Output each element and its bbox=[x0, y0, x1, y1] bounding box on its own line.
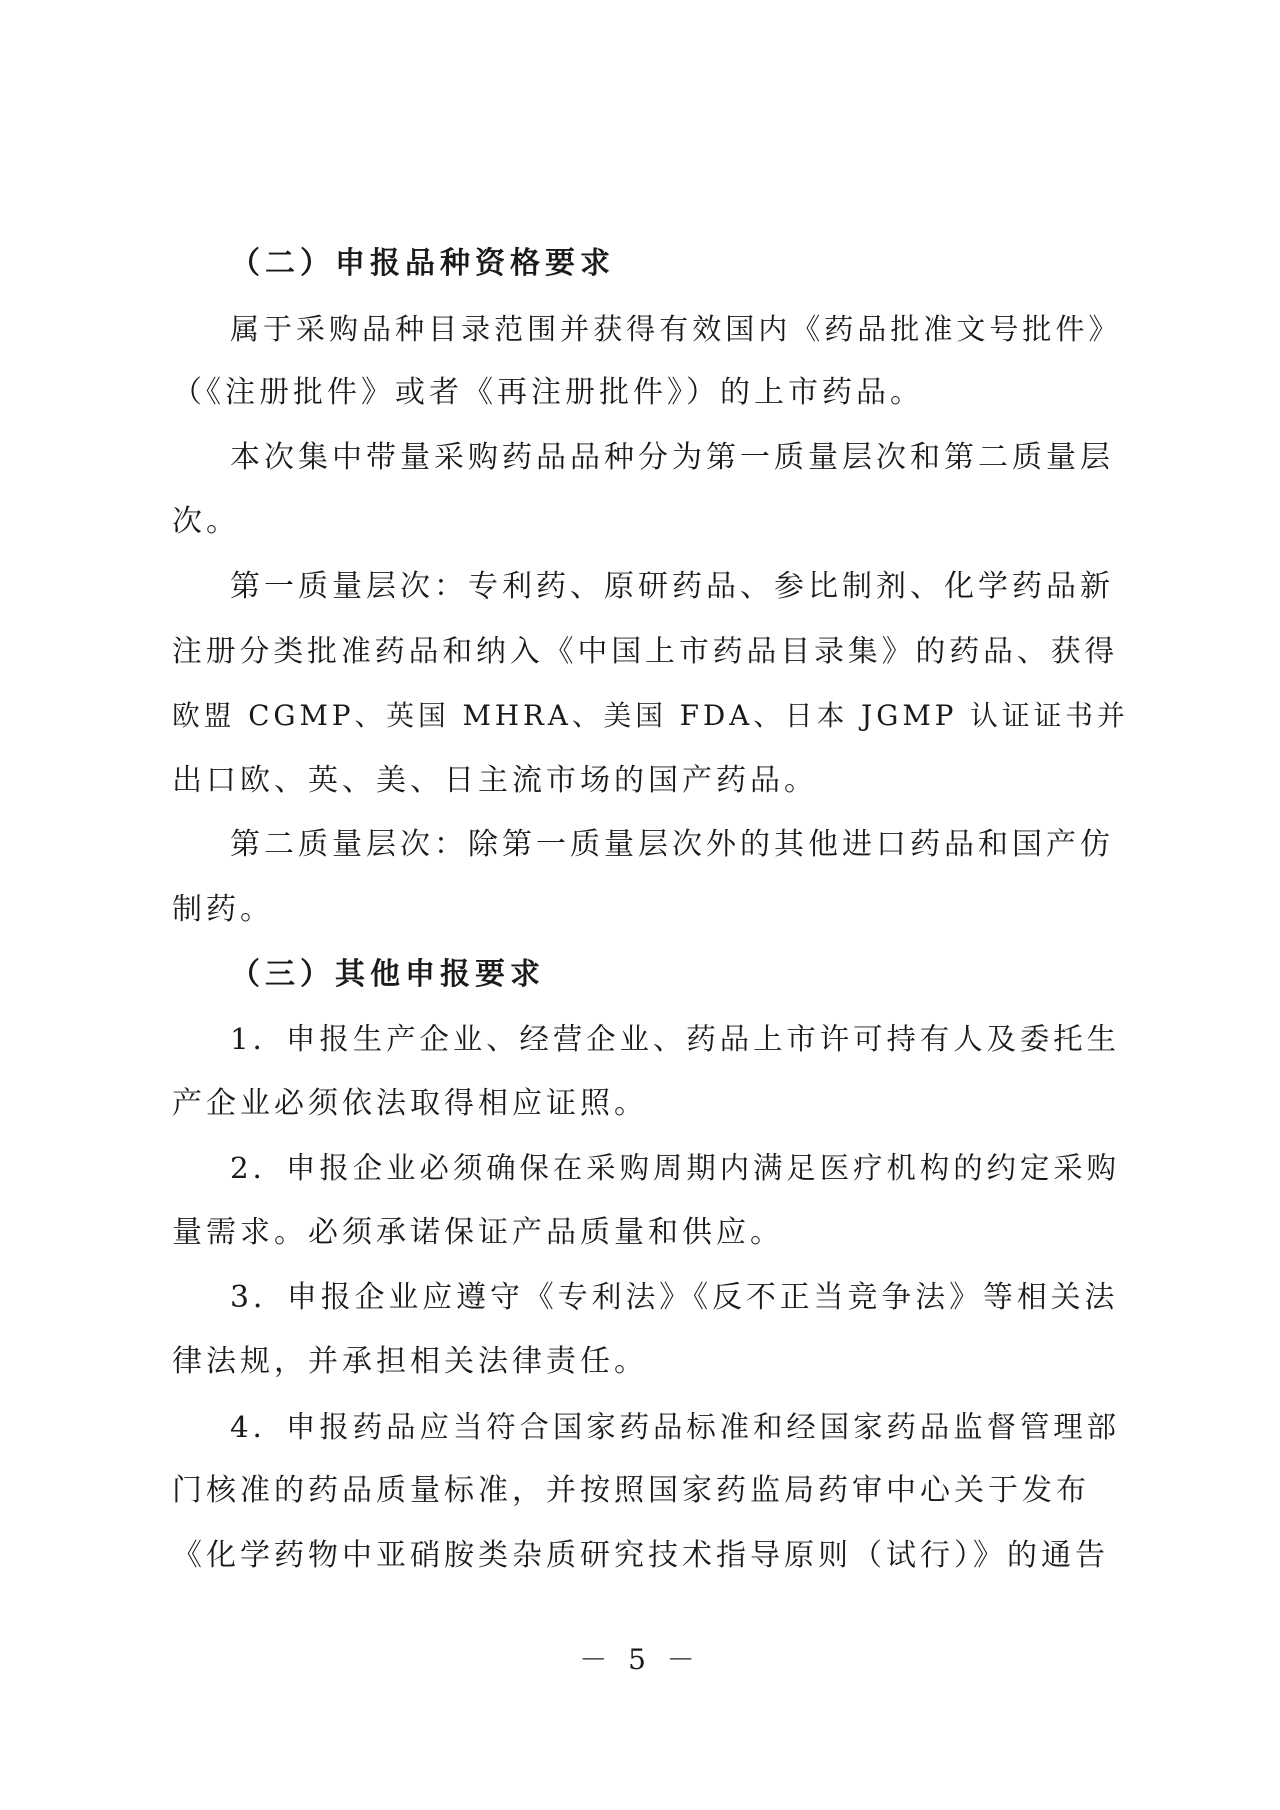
text-line: 制药。 bbox=[172, 891, 274, 927]
text-line: 第二质量层次：除第一质量层次外的其他进口药品和国产仿 bbox=[230, 827, 1114, 863]
text-line: 属于采购品种目录范围并获得有效国内《药品批准文号批件》 bbox=[230, 311, 1122, 346]
text-line: 律法规，并承担相关法律责任。 bbox=[172, 1344, 648, 1380]
text-line: 产企业必须依法取得相应证照。 bbox=[172, 1085, 648, 1121]
text-line: 门核准的药品质量标准，并按照国家药监局药审中心关于发布 bbox=[172, 1473, 1090, 1509]
text-line: 次。 bbox=[172, 504, 240, 540]
text-line: 1．申报生产企业、经营企业、药品上市许可持有人及委托生 bbox=[230, 1022, 1121, 1057]
text-line: 本次集中带量采购药品品种分为第一质量层次和第二质量层 bbox=[230, 439, 1114, 475]
section-heading: （三）其他申报要求 bbox=[230, 956, 545, 992]
text-line: 2．申报企业必须确保在采购周期内满足医疗机构的约定采购 bbox=[230, 1151, 1121, 1186]
text-line: 出口欧、英、美、日主流市场的国产药品。 bbox=[172, 762, 818, 798]
text-line: 4．申报药品应当符合国家药品标准和经国家药品监督管理部 bbox=[230, 1409, 1121, 1444]
section-heading: （二）申报品种资格要求 bbox=[230, 246, 615, 281]
text-line: 量需求。必须承诺保证产品质量和供应。 bbox=[172, 1214, 784, 1250]
text-line: 3．申报企业应遵守《专利法》《反不正当竞争法》等相关法 bbox=[230, 1279, 1119, 1315]
text-line: （《注册批件》或者《再注册批件》）的上市药品。 bbox=[172, 375, 924, 411]
document-body bbox=[172, 232, 1129, 1588]
text-line: 注册分类批准药品和纳入《中国上市药品目录集》的药品、获得 bbox=[172, 633, 1119, 669]
text-line: 欧盟 CGMP、英国 MHRA、美国 FDA、日本 JGMP 认证证书并 bbox=[172, 699, 1129, 733]
page-number: － 5 － bbox=[579, 1643, 701, 1676]
text-line: 《化学药物中亚硝胺类杂质研究技术指导原则（试行）》的通告 bbox=[172, 1537, 1109, 1573]
text-line: 第一质量层次：专利药、原研药品、参比制剂、化学药品新 bbox=[230, 568, 1114, 604]
